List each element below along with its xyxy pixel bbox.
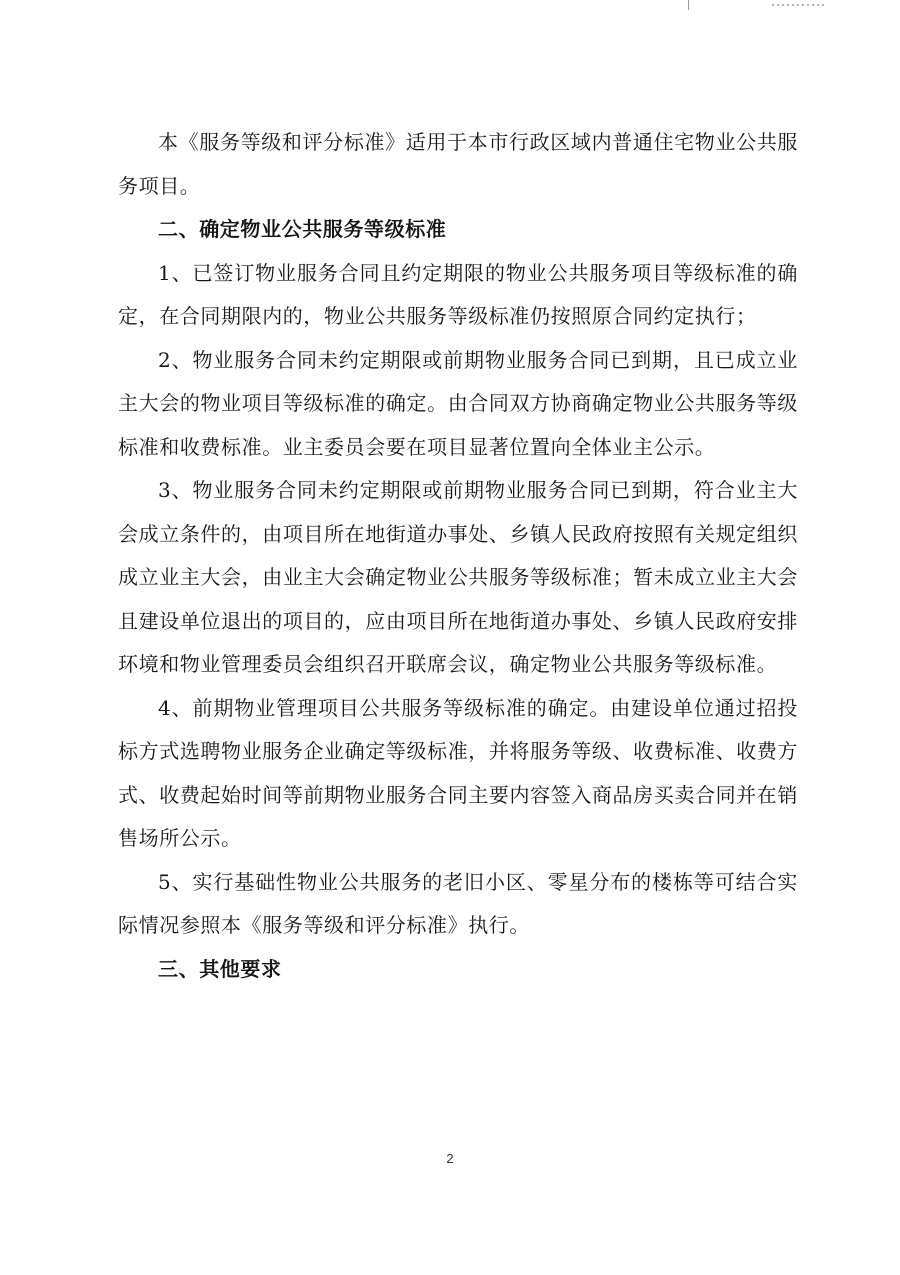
- section-heading-2: 二、确定物业公共服务等级标准: [158, 217, 447, 241]
- scan-edge-dots: [772, 4, 824, 6]
- paragraph-item-5: 5、实行基础性物业公共服务的老旧小区、零星分布的楼栋等可结合实际情况参照本《服务等级和评分标准》执行。: [118, 869, 798, 937]
- paragraph-item-3: 3、物业服务合同未约定期限或前期物业服务合同已到期，符合业主大会成立条件的，由项目所在地街道办事处、乡镇人民政府按照有关规定组织成立业主大会，由业主大会确定物业公共服务等级标准；暂未成立业主大会且建设单位退出的项目的，应由项目所在地街道办事处、乡镇人民政府安排环境和物业管理委员会组织召开联席会议，确定物业公共服务等级标准。: [118, 478, 798, 676]
- paragraph-item-4: 4、前期物业管理项目公共服务等级标准的确定。由建设单位通过招投标方式选聘物业服务企业确定等级标准，并将服务等级、收费标准、收费方式、收费起始时间等前期物业服务合同主要内容签入商品房买卖合同并在销售场所公示。: [118, 695, 798, 850]
- document-body: [118, 121, 798, 991]
- page-number: 2: [446, 1151, 454, 1166]
- paragraph-item-1: 1、已签订物业服务合同且约定期限的物业公共服务项目等级标准的确定，在合同期限内的，物业公共服务等级标准仍按照原合同约定执行；: [118, 260, 798, 328]
- paragraph-scope: 本《服务等级和评分标准》适用于本市行政区域内普通住宅物业公共服务项目。: [118, 130, 798, 198]
- paragraph-item-2: 2、物业服务合同未约定期限或前期物业服务合同已到期，且已成立业主大会的物业项目等级标准的确定。由合同双方协商确定物业公共服务等级标准和收费标准。业主委员会要在项目显著位置向全体业主公示。: [118, 347, 798, 459]
- scan-edge-mark: [688, 0, 689, 10]
- section-heading-3: 三、其他要求: [158, 956, 282, 981]
